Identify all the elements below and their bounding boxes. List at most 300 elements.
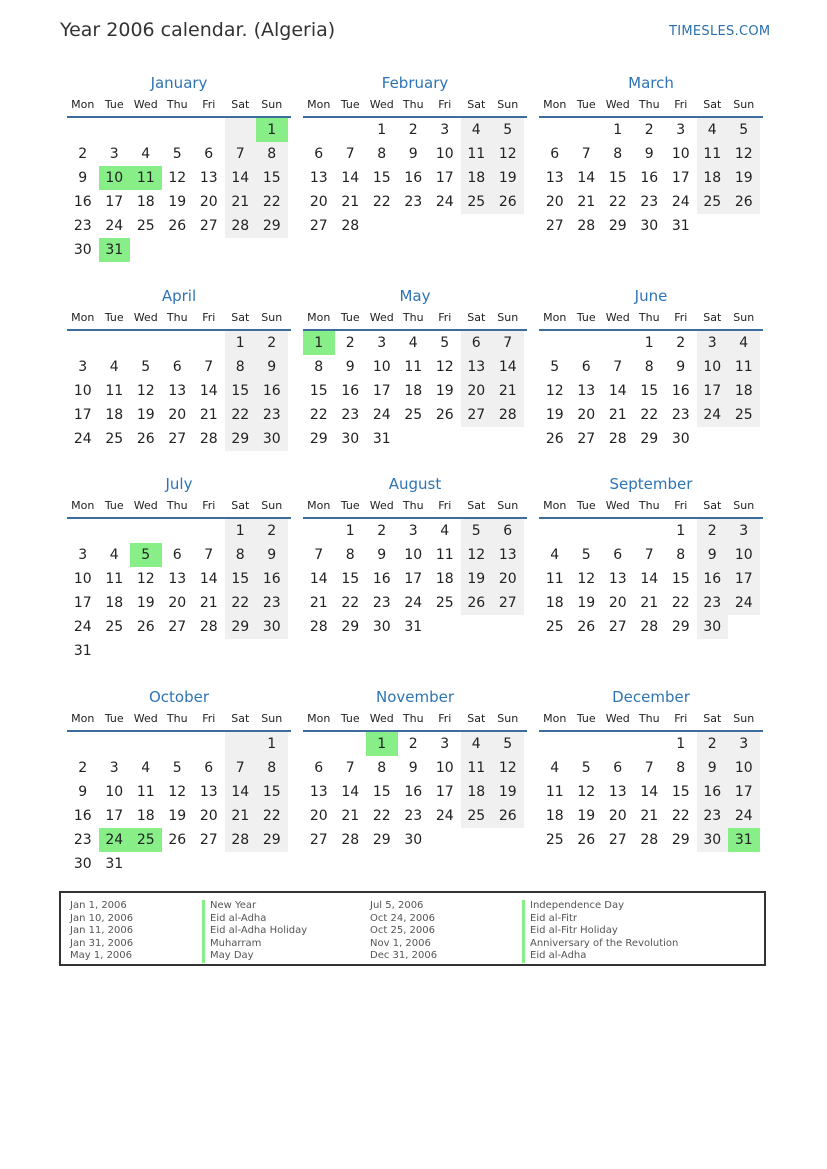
weekday-label: Sat bbox=[703, 311, 722, 324]
day-cell: 13 bbox=[168, 383, 187, 399]
day-cell: 11 bbox=[461, 756, 493, 780]
day-cell: 9 bbox=[78, 170, 88, 186]
weekday-label: Wed bbox=[605, 499, 630, 512]
day-cell: 18 bbox=[545, 595, 564, 611]
weekday-label: Mon bbox=[543, 311, 567, 324]
day-cell: 19 bbox=[492, 780, 524, 804]
legend-date: Jan 11, 2006 bbox=[70, 925, 134, 937]
day-cell: 29 bbox=[256, 828, 288, 852]
empty-cell bbox=[67, 519, 99, 543]
day-cell: 20 bbox=[545, 194, 564, 210]
day-cell: 23 bbox=[697, 804, 729, 828]
weekday-header bbox=[303, 495, 527, 519]
weekday-label: Fri bbox=[674, 712, 688, 725]
day-cell: 11 bbox=[697, 142, 729, 166]
day-cell: 22 bbox=[608, 194, 627, 210]
day-cell: 28 bbox=[608, 431, 627, 447]
day-cell: 2 bbox=[78, 146, 88, 162]
weekday-label: Mon bbox=[71, 98, 95, 111]
day-cell: 27 bbox=[608, 832, 627, 848]
day-cell: 8 bbox=[377, 760, 387, 776]
day-cell: 2 bbox=[697, 732, 729, 756]
day-cell: 5 bbox=[461, 519, 493, 543]
day-cell: 6 bbox=[314, 146, 324, 162]
day-cell: 8 bbox=[345, 547, 355, 563]
day-cell: 26 bbox=[435, 407, 454, 423]
weekday-label: Wed bbox=[605, 712, 630, 725]
day-cell: 12 bbox=[577, 571, 596, 587]
month-july bbox=[67, 473, 291, 663]
day-cell: 15 bbox=[341, 571, 360, 587]
holiday-day-cell: 31 bbox=[728, 828, 760, 852]
day-cell: 20 bbox=[608, 595, 627, 611]
weekday-label: Wed bbox=[369, 98, 394, 111]
weekday-label: Mon bbox=[543, 712, 567, 725]
day-cell: 16 bbox=[697, 780, 729, 804]
day-cell: 21 bbox=[341, 194, 360, 210]
day-cell: 10 bbox=[435, 760, 454, 776]
weekday-label: Sat bbox=[703, 98, 722, 111]
weekday-label: Wed bbox=[133, 311, 158, 324]
day-cell: 20 bbox=[168, 407, 187, 423]
day-cell: 9 bbox=[377, 547, 387, 563]
day-cell: 12 bbox=[492, 142, 524, 166]
month-name: April bbox=[161, 287, 197, 305]
day-cell: 1 bbox=[225, 331, 257, 355]
day-grid bbox=[67, 519, 291, 663]
legend-date: Nov 1, 2006 bbox=[370, 937, 431, 949]
day-cell: 24 bbox=[728, 591, 760, 615]
day-cell: 1 bbox=[613, 122, 623, 138]
day-cell: 19 bbox=[168, 194, 187, 210]
day-cell: 19 bbox=[136, 407, 155, 423]
day-cell: 22 bbox=[225, 403, 257, 427]
day-cell: 10 bbox=[105, 784, 124, 800]
day-cell: 11 bbox=[105, 383, 124, 399]
holiday-day-cell: 31 bbox=[99, 238, 131, 262]
site-link[interactable]: TIMESLES.COM bbox=[669, 24, 771, 39]
weekday-label: Tue bbox=[104, 311, 124, 324]
day-grid bbox=[67, 331, 291, 451]
weekday-label: Sun bbox=[497, 712, 519, 725]
weekday-header bbox=[303, 307, 527, 331]
day-cell: 15 bbox=[225, 567, 257, 591]
day-cell: 6 bbox=[581, 359, 591, 375]
weekday-label: Sun bbox=[261, 712, 283, 725]
day-cell: 28 bbox=[640, 832, 659, 848]
empty-cell bbox=[335, 118, 367, 142]
weekday-label: Fri bbox=[202, 311, 216, 324]
day-cell: 25 bbox=[461, 804, 493, 828]
day-cell: 29 bbox=[225, 615, 257, 639]
day-cell: 19 bbox=[168, 808, 187, 824]
day-cell: 25 bbox=[461, 190, 493, 214]
day-cell: 1 bbox=[225, 519, 257, 543]
day-cell: 11 bbox=[728, 355, 760, 379]
day-cell: 9 bbox=[408, 146, 418, 162]
day-cell: 2 bbox=[377, 523, 387, 539]
day-cell: 27 bbox=[199, 832, 218, 848]
empty-cell bbox=[99, 331, 131, 355]
day-cell: 4 bbox=[109, 359, 119, 375]
day-cell: 16 bbox=[404, 784, 423, 800]
day-cell: 5 bbox=[440, 335, 450, 351]
day-cell: 11 bbox=[435, 547, 454, 563]
weekday-label: Mon bbox=[307, 98, 331, 111]
day-cell: 7 bbox=[204, 359, 214, 375]
weekday-label: Tue bbox=[340, 712, 360, 725]
day-cell: 28 bbox=[577, 218, 596, 234]
day-cell: 3 bbox=[676, 122, 686, 138]
day-cell: 9 bbox=[644, 146, 654, 162]
day-cell: 17 bbox=[697, 379, 729, 403]
day-grid bbox=[303, 331, 527, 451]
day-cell: 6 bbox=[613, 760, 623, 776]
day-cell: 5 bbox=[550, 359, 560, 375]
day-grid bbox=[539, 118, 763, 238]
day-cell: 8 bbox=[676, 547, 686, 563]
day-cell: 21 bbox=[199, 407, 218, 423]
day-cell: 25 bbox=[728, 403, 760, 427]
weekday-label: Thu bbox=[638, 98, 660, 111]
day-cell: 7 bbox=[613, 359, 623, 375]
month-name: June bbox=[634, 287, 668, 305]
weekday-header bbox=[303, 708, 527, 732]
day-cell: 1 bbox=[345, 523, 355, 539]
day-cell: 12 bbox=[577, 784, 596, 800]
month-april bbox=[67, 285, 291, 451]
day-grid bbox=[67, 732, 291, 876]
weekday-header bbox=[67, 495, 291, 519]
weekday-label: Mon bbox=[543, 98, 567, 111]
day-cell: 11 bbox=[136, 784, 155, 800]
day-cell: 26 bbox=[136, 619, 155, 635]
day-cell: 27 bbox=[309, 218, 328, 234]
day-cell: 11 bbox=[545, 571, 564, 587]
day-cell: 13 bbox=[309, 170, 328, 186]
empty-cell bbox=[303, 732, 335, 756]
empty-cell bbox=[162, 732, 194, 756]
weekday-label: Thu bbox=[166, 712, 188, 725]
day-cell: 16 bbox=[404, 170, 423, 186]
day-cell: 23 bbox=[404, 808, 423, 824]
day-cell: 11 bbox=[105, 571, 124, 587]
holiday-day-cell: 10 bbox=[99, 166, 131, 190]
month-december bbox=[539, 686, 763, 852]
day-cell: 15 bbox=[608, 170, 627, 186]
day-cell: 19 bbox=[577, 808, 596, 824]
day-cell: 21 bbox=[608, 407, 627, 423]
day-cell: 21 bbox=[309, 595, 328, 611]
empty-cell bbox=[571, 331, 603, 355]
day-cell: 5 bbox=[581, 547, 591, 563]
day-cell: 9 bbox=[256, 543, 288, 567]
day-cell: 6 bbox=[492, 519, 524, 543]
day-cell: 21 bbox=[577, 194, 596, 210]
day-cell: 14 bbox=[199, 383, 218, 399]
legend-date: Jul 5, 2006 bbox=[370, 900, 424, 911]
legend-holiday-name: Eid al-Adha bbox=[522, 950, 678, 963]
day-cell: 30 bbox=[372, 619, 391, 635]
day-cell: 10 bbox=[671, 146, 690, 162]
day-cell: 17 bbox=[105, 808, 124, 824]
weekday-label: Fri bbox=[674, 311, 688, 324]
day-cell: 24 bbox=[435, 194, 454, 210]
day-cell: 21 bbox=[640, 595, 659, 611]
day-cell: 27 bbox=[199, 218, 218, 234]
legend-date: May 1, 2006 bbox=[70, 950, 133, 962]
day-cell: 2 bbox=[345, 335, 355, 351]
day-cell: 8 bbox=[225, 543, 257, 567]
weekday-label: Sun bbox=[733, 712, 755, 725]
month-august bbox=[303, 473, 527, 639]
day-cell: 8 bbox=[256, 756, 288, 780]
day-cell: 20 bbox=[309, 194, 328, 210]
weekday-label: Tue bbox=[576, 499, 596, 512]
day-cell: 17 bbox=[728, 567, 760, 591]
empty-cell bbox=[162, 331, 194, 355]
holiday-day-cell: 1 bbox=[303, 331, 335, 355]
day-cell: 22 bbox=[256, 804, 288, 828]
day-cell: 4 bbox=[550, 547, 560, 563]
day-cell: 22 bbox=[256, 190, 288, 214]
day-cell: 19 bbox=[577, 595, 596, 611]
day-cell: 4 bbox=[461, 118, 493, 142]
day-cell: 14 bbox=[640, 571, 659, 587]
day-cell: 18 bbox=[404, 383, 423, 399]
weekday-label: Wed bbox=[133, 98, 158, 111]
day-cell: 26 bbox=[728, 190, 760, 214]
day-cell: 7 bbox=[314, 547, 324, 563]
day-cell: 17 bbox=[435, 784, 454, 800]
weekday-label: Fri bbox=[202, 712, 216, 725]
weekday-label: Thu bbox=[638, 712, 660, 725]
day-cell: 28 bbox=[341, 218, 360, 234]
day-cell: 28 bbox=[492, 403, 524, 427]
month-name: May bbox=[399, 287, 431, 305]
day-cell: 29 bbox=[341, 619, 360, 635]
legend-date: Dec 31, 2006 bbox=[370, 950, 438, 962]
day-cell: 17 bbox=[372, 383, 391, 399]
day-cell: 6 bbox=[461, 331, 493, 355]
day-cell: 16 bbox=[697, 567, 729, 591]
day-cell: 21 bbox=[199, 595, 218, 611]
day-cell: 29 bbox=[608, 218, 627, 234]
day-cell: 19 bbox=[136, 595, 155, 611]
day-cell: 30 bbox=[404, 832, 423, 848]
day-cell: 21 bbox=[492, 379, 524, 403]
day-cell: 13 bbox=[577, 383, 596, 399]
day-cell: 5 bbox=[141, 359, 151, 375]
month-name: September bbox=[609, 475, 693, 493]
month-name: December bbox=[612, 688, 690, 706]
legend-holiday-name: Anniversary of the Revolution bbox=[522, 938, 678, 951]
day-cell: 24 bbox=[435, 808, 454, 824]
day-cell: 22 bbox=[372, 808, 391, 824]
day-cell: 15 bbox=[309, 383, 328, 399]
weekday-label: Sun bbox=[261, 98, 283, 111]
weekday-label: Sun bbox=[261, 499, 283, 512]
day-cell: 16 bbox=[73, 194, 92, 210]
weekday-label: Thu bbox=[166, 311, 188, 324]
day-cell: 13 bbox=[608, 784, 627, 800]
day-cell: 5 bbox=[172, 146, 182, 162]
day-cell: 29 bbox=[671, 619, 690, 635]
day-cell: 9 bbox=[408, 760, 418, 776]
legend-date: Jan 1, 2006 bbox=[70, 900, 127, 911]
day-cell: 13 bbox=[168, 571, 187, 587]
day-cell: 18 bbox=[105, 407, 124, 423]
weekday-label: Thu bbox=[402, 311, 424, 324]
day-cell: 29 bbox=[640, 431, 659, 447]
weekday-header bbox=[539, 94, 763, 118]
day-cell: 26 bbox=[168, 218, 187, 234]
empty-cell bbox=[130, 732, 162, 756]
day-cell: 12 bbox=[136, 571, 155, 587]
day-cell: 27 bbox=[461, 403, 493, 427]
day-cell: 10 bbox=[404, 547, 423, 563]
day-cell: 7 bbox=[345, 146, 355, 162]
empty-cell bbox=[225, 118, 257, 142]
day-cell: 12 bbox=[168, 784, 187, 800]
weekday-label: Fri bbox=[674, 98, 688, 111]
weekday-label: Tue bbox=[576, 311, 596, 324]
weekday-label: Tue bbox=[104, 98, 124, 111]
day-cell: 27 bbox=[577, 431, 596, 447]
day-cell: 10 bbox=[728, 543, 760, 567]
day-cell: 2 bbox=[256, 331, 288, 355]
day-cell: 18 bbox=[697, 166, 729, 190]
day-cell: 15 bbox=[225, 379, 257, 403]
empty-cell bbox=[99, 732, 131, 756]
weekday-label: Wed bbox=[369, 499, 394, 512]
weekday-label: Wed bbox=[133, 499, 158, 512]
weekday-label: Sun bbox=[497, 311, 519, 324]
weekday-header bbox=[539, 495, 763, 519]
weekday-label: Wed bbox=[605, 98, 630, 111]
empty-cell bbox=[67, 331, 99, 355]
day-cell: 14 bbox=[640, 784, 659, 800]
day-cell: 8 bbox=[377, 146, 387, 162]
day-cell: 12 bbox=[492, 756, 524, 780]
holiday-day-cell: 25 bbox=[130, 828, 162, 852]
day-cell: 5 bbox=[492, 732, 524, 756]
legend-holiday-name: Eid al-Adha Holiday bbox=[202, 925, 307, 938]
empty-cell bbox=[130, 331, 162, 355]
day-cell: 26 bbox=[136, 431, 155, 447]
page-title: Year 2006 calendar. (Algeria) bbox=[60, 19, 336, 41]
day-cell: 12 bbox=[168, 170, 187, 186]
weekday-label: Mon bbox=[307, 499, 331, 512]
day-cell: 5 bbox=[581, 760, 591, 776]
day-cell: 19 bbox=[435, 383, 454, 399]
empty-cell bbox=[99, 118, 131, 142]
month-name: October bbox=[148, 688, 210, 706]
day-cell: 5 bbox=[492, 118, 524, 142]
day-cell: 29 bbox=[225, 427, 257, 451]
day-cell: 6 bbox=[550, 146, 560, 162]
day-cell: 30 bbox=[73, 242, 92, 258]
weekday-label: Thu bbox=[166, 98, 188, 111]
day-cell: 9 bbox=[697, 543, 729, 567]
day-cell: 6 bbox=[204, 760, 214, 776]
day-cell: 10 bbox=[435, 146, 454, 162]
day-cell: 1 bbox=[256, 732, 288, 756]
day-cell: 1 bbox=[377, 122, 387, 138]
day-cell: 18 bbox=[545, 808, 564, 824]
day-cell: 7 bbox=[492, 331, 524, 355]
empty-cell bbox=[634, 732, 666, 756]
day-cell: 18 bbox=[136, 808, 155, 824]
day-cell: 28 bbox=[199, 431, 218, 447]
day-cell: 20 bbox=[492, 567, 524, 591]
day-cell: 12 bbox=[728, 142, 760, 166]
day-cell: 15 bbox=[256, 780, 288, 804]
day-cell: 7 bbox=[581, 146, 591, 162]
empty-cell bbox=[539, 519, 571, 543]
day-cell: 4 bbox=[141, 146, 151, 162]
day-cell: 22 bbox=[341, 595, 360, 611]
weekday-header bbox=[303, 94, 527, 118]
empty-cell bbox=[602, 519, 634, 543]
legend-dates-col-1 bbox=[70, 900, 133, 963]
holiday-day-cell: 5 bbox=[130, 543, 162, 567]
day-cell: 10 bbox=[372, 359, 391, 375]
legend-holiday-name: Eid al-Fitr Holiday bbox=[522, 925, 678, 938]
day-cell: 22 bbox=[671, 808, 690, 824]
day-cell: 23 bbox=[671, 407, 690, 423]
day-cell: 14 bbox=[341, 170, 360, 186]
day-cell: 8 bbox=[613, 146, 623, 162]
day-cell: 27 bbox=[168, 431, 187, 447]
weekday-label: Mon bbox=[543, 499, 567, 512]
empty-cell bbox=[602, 331, 634, 355]
day-cell: 2 bbox=[78, 760, 88, 776]
day-cell: 18 bbox=[461, 780, 493, 804]
day-cell: 20 bbox=[309, 808, 328, 824]
day-cell: 27 bbox=[168, 619, 187, 635]
day-cell: 14 bbox=[225, 166, 257, 190]
day-cell: 23 bbox=[73, 218, 92, 234]
weekday-label: Wed bbox=[605, 311, 630, 324]
empty-cell bbox=[99, 519, 131, 543]
day-cell: 13 bbox=[199, 170, 218, 186]
day-cell: 29 bbox=[671, 832, 690, 848]
month-january bbox=[67, 72, 291, 262]
empty-cell bbox=[193, 732, 225, 756]
day-cell: 25 bbox=[545, 832, 564, 848]
month-october bbox=[67, 686, 291, 876]
day-cell: 13 bbox=[608, 571, 627, 587]
day-cell: 3 bbox=[408, 523, 418, 539]
weekday-label: Wed bbox=[369, 311, 394, 324]
day-cell: 23 bbox=[256, 591, 288, 615]
day-cell: 3 bbox=[728, 732, 760, 756]
weekday-label: Sun bbox=[733, 98, 755, 111]
day-cell: 14 bbox=[341, 784, 360, 800]
day-cell: 16 bbox=[640, 170, 659, 186]
day-cell: 30 bbox=[697, 828, 729, 852]
day-cell: 2 bbox=[256, 519, 288, 543]
day-cell: 5 bbox=[728, 118, 760, 142]
day-cell: 19 bbox=[492, 166, 524, 190]
weekday-label: Sat bbox=[703, 712, 722, 725]
day-cell: 11 bbox=[461, 142, 493, 166]
day-cell: 11 bbox=[545, 784, 564, 800]
day-cell: 25 bbox=[105, 431, 124, 447]
day-cell: 30 bbox=[341, 431, 360, 447]
day-cell: 17 bbox=[435, 170, 454, 186]
